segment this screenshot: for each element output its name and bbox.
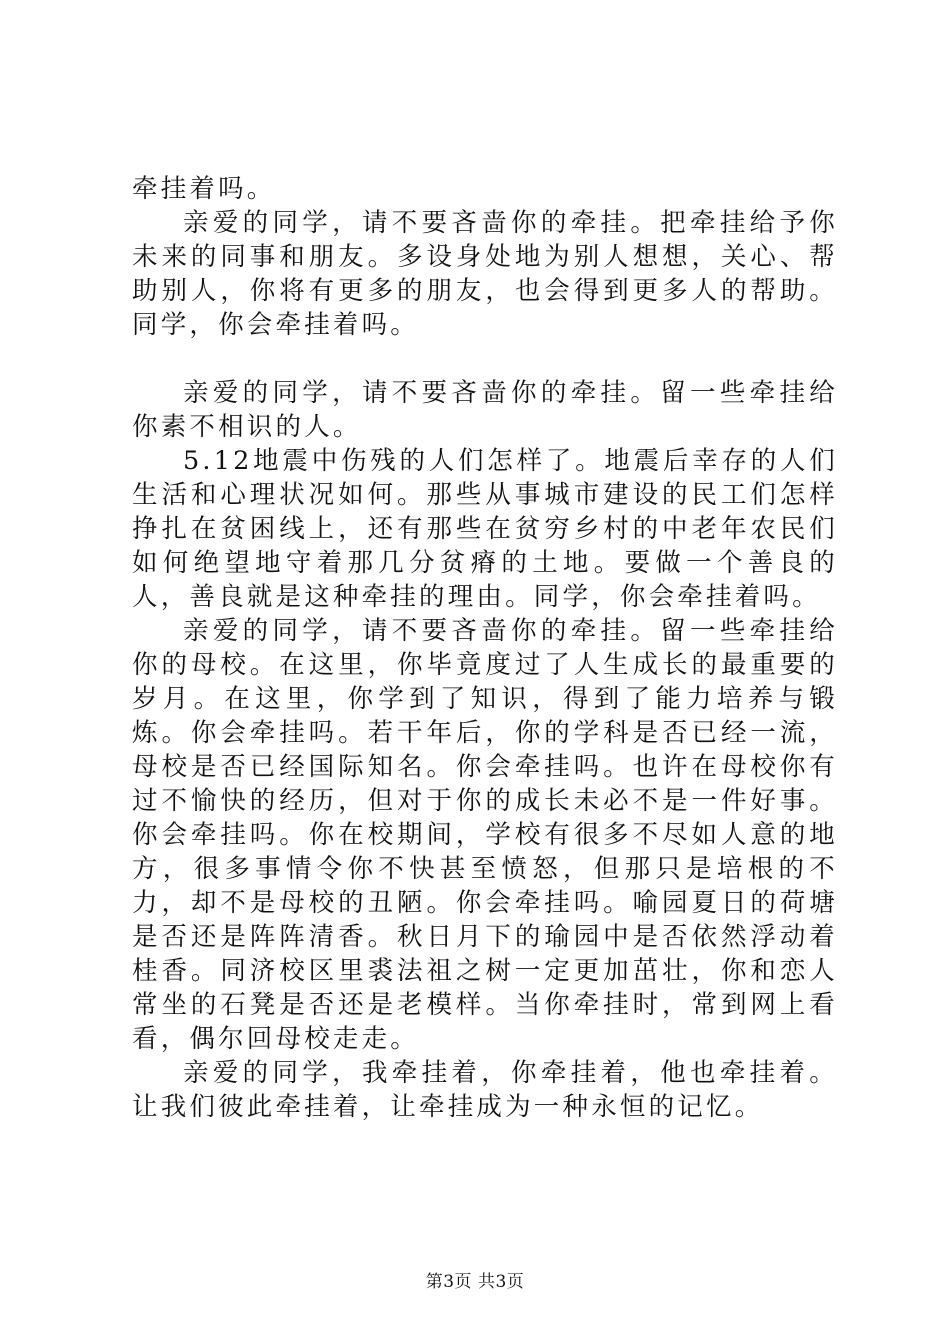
paragraph-closing: 亲爱的同学，我牵挂着，你牵挂着，他也牵挂着。让我们彼此牵挂着，让牵挂成为一种永恒的记忆。	[132, 1058, 838, 1122]
paragraph-earthquake: 5.12地震中伤残的人们怎样了。地震后幸存的人们生活和心理状况如何。那些从事城市建设的民工们怎样挣扎在贫困线上，还有那些在贫穷乡村的中老年农民们如何绝望地守着那几分贫瘠的土地。要做一个善良的人，善良就是这种牵挂的理由。同学，你会牵挂着吗。	[132, 446, 838, 612]
paragraph-spacer	[132, 342, 838, 376]
document-body	[132, 172, 838, 1124]
paragraph-alma-mater: 亲爱的同学，请不要吝啬你的牵挂。留一些牵挂给你的母校。在这里，你毕竟度过了人生成长的最重要的岁月。在这里，你学到了知识，得到了能力培养与锻炼。你会牵挂吗。若干年后，你的学科是否已经一流，母校是否已经国际知名。你会牵挂吗。也许在母校你有过不愉快的经历，但对于你的成长未必不是一件好事。你会牵挂吗。你在校期间，学校有很多不尽如人意的地方，很多事情令你不快甚至愤怒，但那只是培根的不力，却不是母校的丑陋。你会牵挂吗。喻园夏日的荷塘是否还是阵阵清香。秋日月下的瑜园中是否依然浮动着桂香。同济校区里裘法祖之树一定更加茁壮，你和恋人常坐的石凳是否还是老模样。当你牵挂时，常到网上看看，偶尔回母校走走。	[132, 616, 838, 1054]
page-footer: 第3页 共3页	[425, 1272, 525, 1292]
paragraph-colleagues: 亲爱的同学，请不要吝啬你的牵挂。把牵挂给予你未来的同事和朋友。多设身处地为别人想想，关心、帮助别人，你将有更多的朋友，也会得到更多人的帮助。同学，你会牵挂着吗。	[132, 208, 838, 340]
paragraph-strangers: 亲爱的同学，请不要吝啬你的牵挂。留一些牵挂给你素不相识的人。	[132, 378, 838, 442]
paragraph-continuation: 牵挂着吗。	[132, 174, 276, 204]
